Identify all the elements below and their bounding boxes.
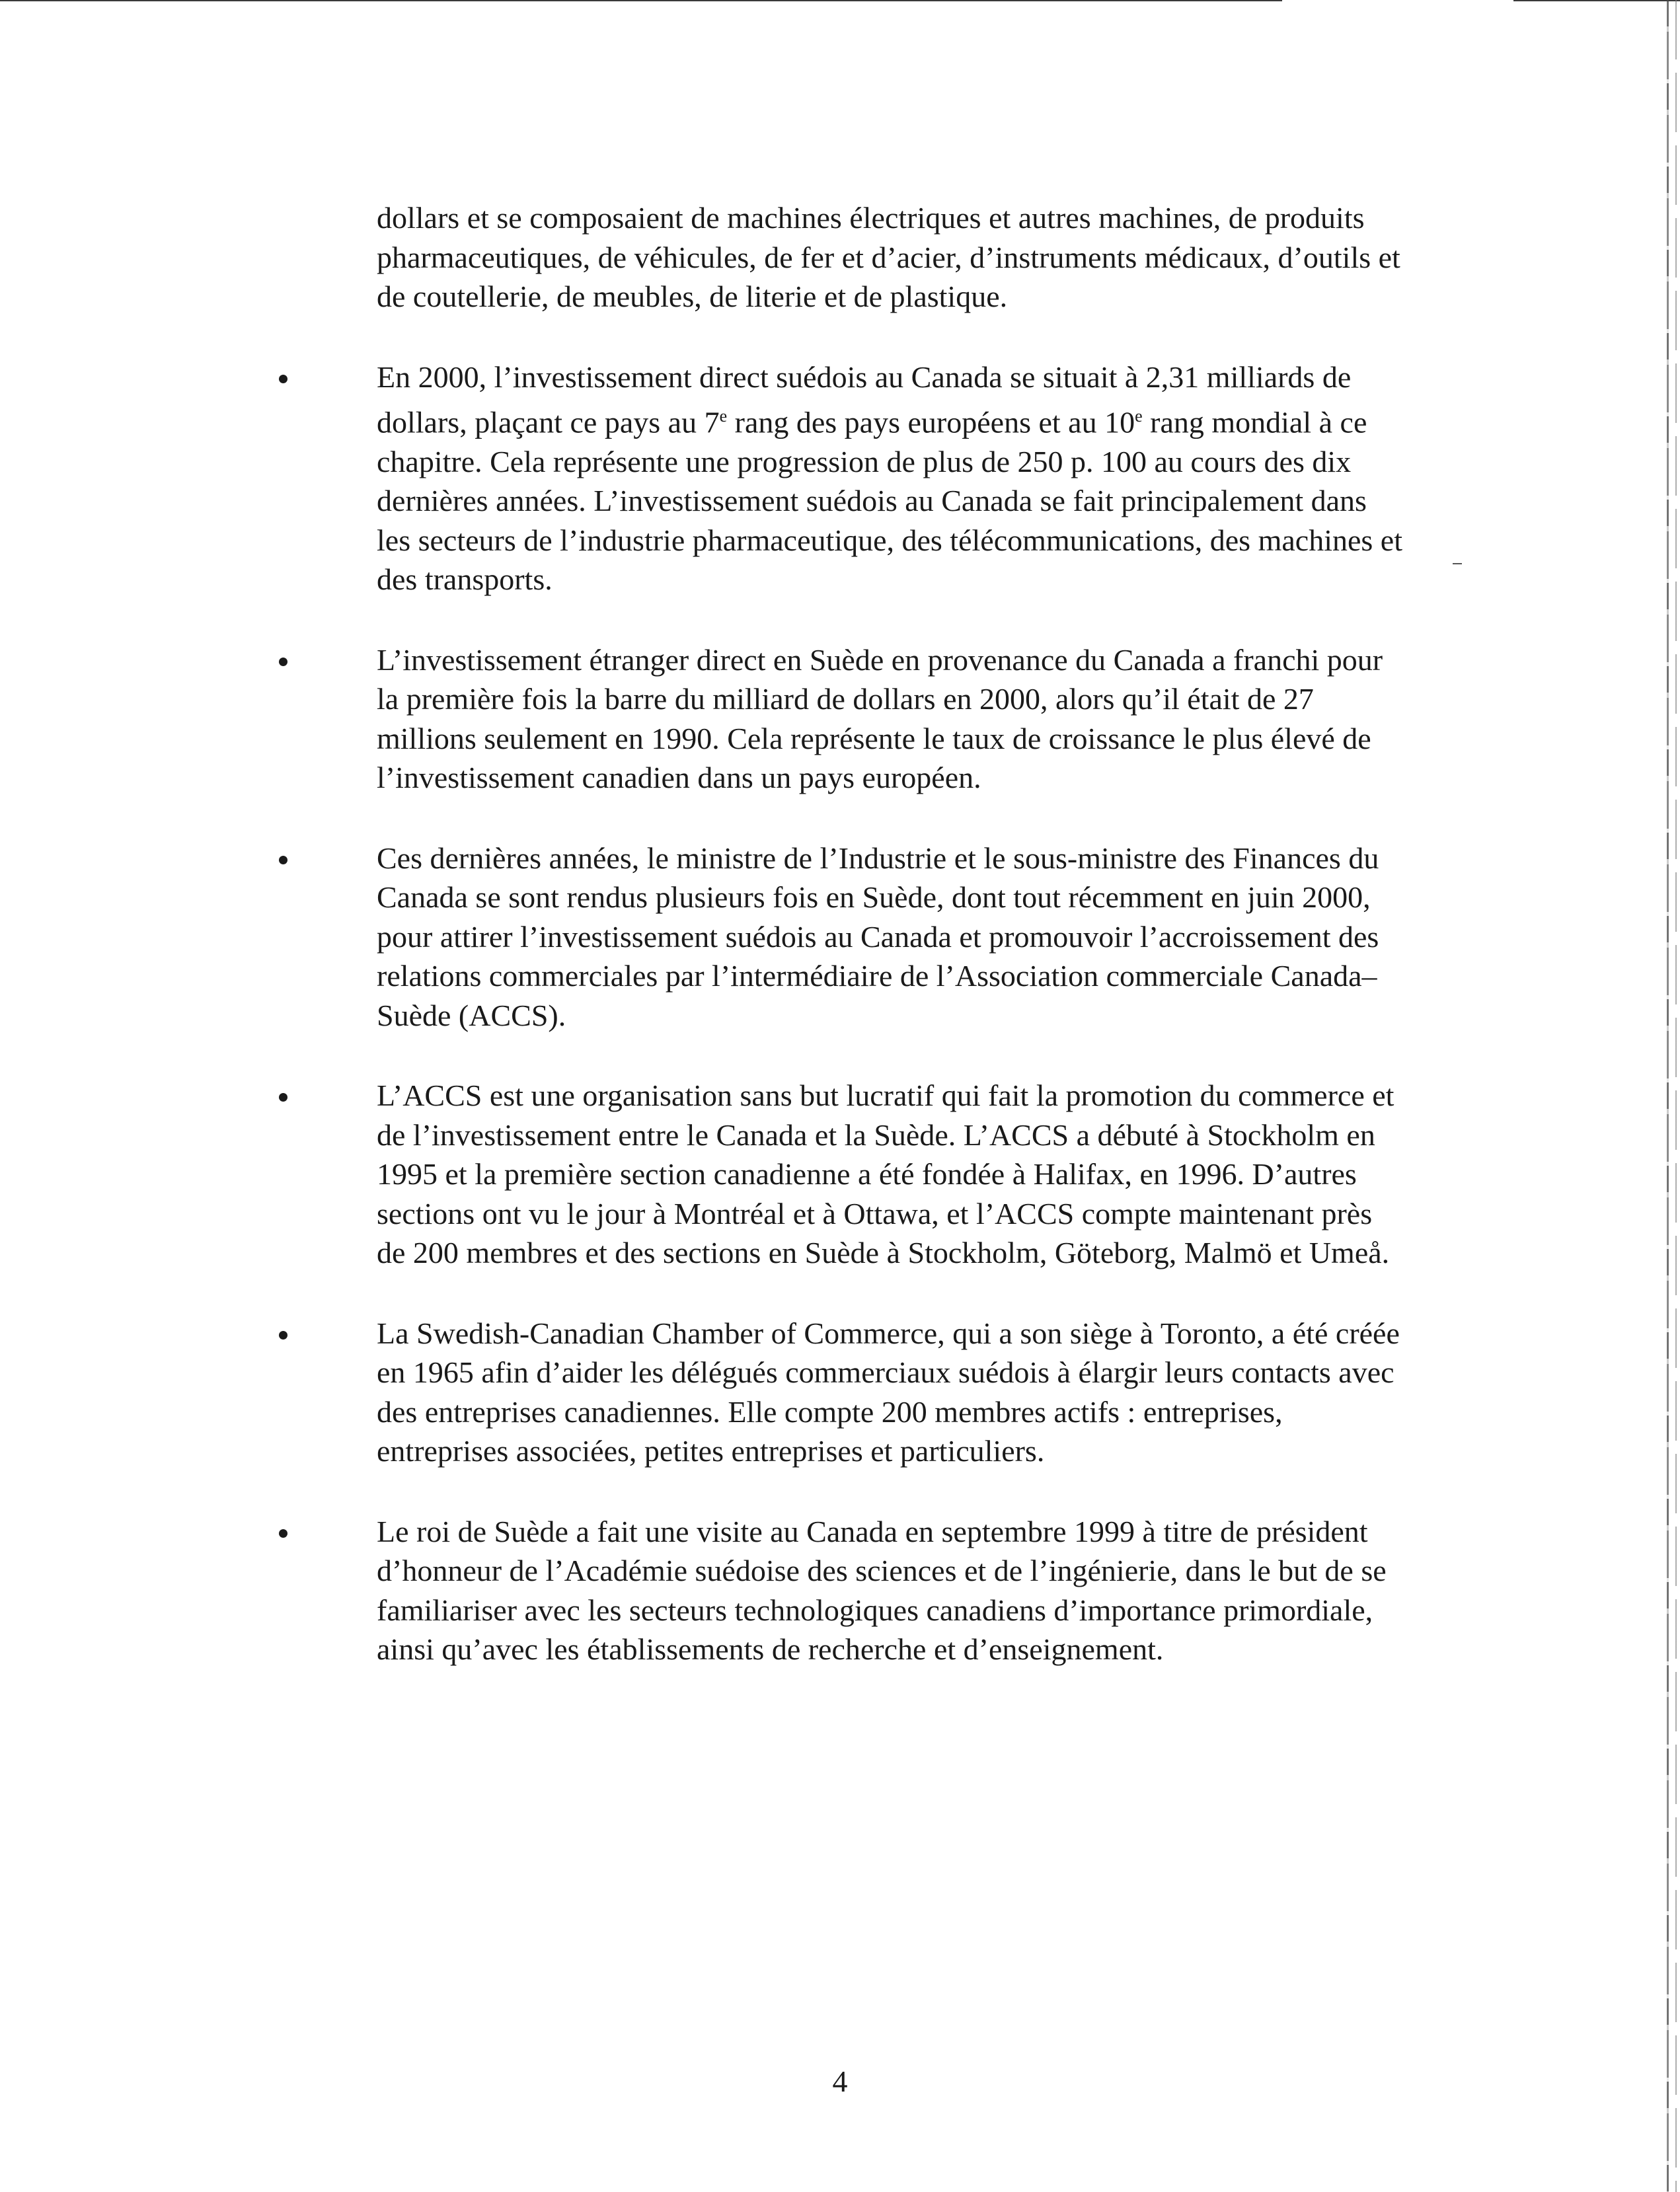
list-item: [377, 640, 1408, 798]
bullet-icon: [279, 658, 287, 666]
list-item: [377, 1512, 1408, 1669]
scan-top-edge-right: [1513, 0, 1680, 1]
scan-right-edge: [1667, 0, 1669, 2192]
bullet-text: L’investissement étranger direct en Suède en provenance du Canada a franchi pour la première fois la barre du milliard de dollars en 2000, alors qu’il était de 27 millions seulement en 1990. Cela représente le taux de croissance le plus élevé de l’investissement canadien dans un pays européen.: [377, 642, 1383, 795]
bullet-text: Ces dernières années, le ministre de l’Industrie et le sous-ministre des Finances du Canada se sont rendus plusieurs fois en Suède, dont tout récemment en juin 2000, pour attirer l’investissement suédois au Canada et promouvoir l’accroissement des relations commerciales par l’intermédiaire de l’Association commerciale Canada–Suède (ACCS).: [377, 841, 1379, 1032]
bullet-icon: [279, 375, 287, 383]
bullet-text: L’ACCS est une organisation sans but lucratif qui fait la promotion du commerce et de l’investissement entre le Canada et la Suède. L’ACCS a débuté à Stockholm en 1995 et la première section canadienne a été fondée à Halifax, en 1996. D’autres sections ont vu le jour à Montréal et à Ottawa, et l’ACCS compte maintenant près de 200 membres et des sections en Suède à Stockholm, Göteborg, Malmö et Umeå.: [377, 1078, 1394, 1270]
document-body: [377, 198, 1408, 1669]
bullet-text: En 2000, l’investissement direct suédois au Canada se situait à 2,31 milliards de dollars, plaçant ce pays au 7e rang des pays européens et au 10e rang mondial à ce chapitre. Cela représente une progression de plus de 250 p. 100 au cours des dix dernières années. L’investissement suédois au Canada se fait principalement dans les secteurs de l’industrie pharmaceutique, des télécommunications, des machines et des transports.: [377, 359, 1402, 597]
bullet-icon: [279, 1331, 287, 1340]
bullet-icon: [279, 1529, 287, 1538]
scan-right-edge-secondary: [1675, 0, 1677, 2192]
list-item: [377, 839, 1408, 1036]
bullet-text: Le roi de Suède a fait une visite au Canada en septembre 1999 à titre de président d’honneur de l’Académie suédoise des sciences et de l’ingénierie, dans le but de se familiariser avec les secteurs technologiques canadiens d’importance primordiale, ainsi qu’avec les établissements de recherche et d’enseignement.: [377, 1514, 1387, 1667]
scan-artifact-mark: [1453, 563, 1462, 564]
intro-paragraph: dollars et se composaient de machines électriques et autres machines, de produits pharmaceutiques, de véhicules, de fer et d’acier, d’instruments médicaux, d’outils et de coutellerie, de meubles, de literie et de plastique.: [377, 201, 1400, 313]
bullet-icon: [279, 1093, 287, 1102]
list-item: [377, 358, 1408, 599]
list-item: [377, 1314, 1408, 1471]
list-item: [377, 1076, 1408, 1273]
scan-top-edge: [0, 0, 1282, 1]
page-number: 4: [832, 2064, 848, 2098]
bullet-icon: [279, 856, 287, 864]
bullet-text: La Swedish-Canadian Chamber of Commerce, qui a son siège à Toronto, a été créée en 1965 afin d’aider les délégués commerciaux suédois à élargir leurs contacts avec des entreprises canadiennes. Elle compte 200 membres actifs : entreprises, entreprises associées, petites entreprises et particuliers.: [377, 1316, 1400, 1468]
